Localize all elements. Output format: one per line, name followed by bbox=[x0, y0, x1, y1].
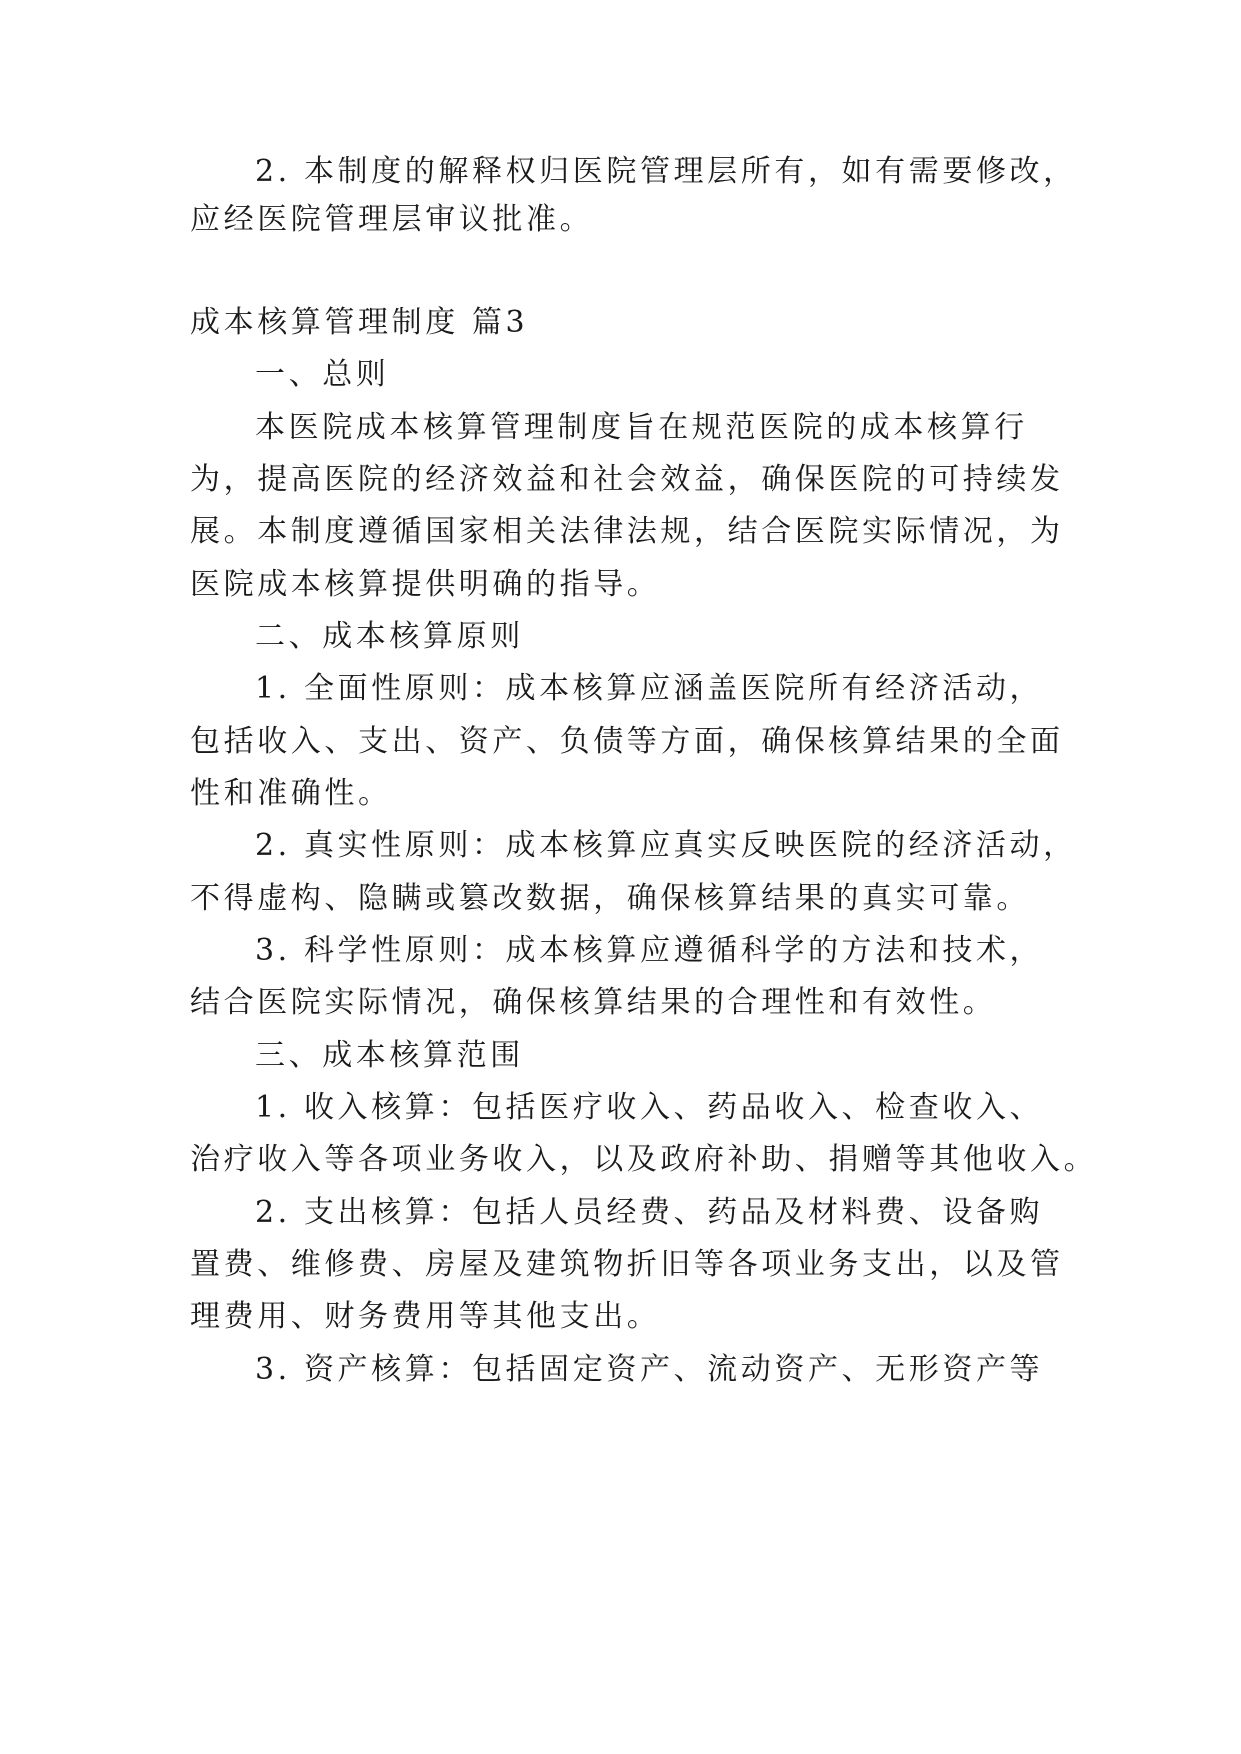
text-line: 治疗收入等各项业务收入，以及政府补助、捐赠等其他收入。 bbox=[190, 1142, 1098, 1177]
text-line: 为，提高医院的经济效益和社会效益，确保医院的可持续发 bbox=[190, 462, 1064, 497]
text-line: 2. 支出核算：包括人员经费、药品及材料费、设备购 bbox=[255, 1195, 1044, 1230]
text-line: 医院成本核算提供明确的指导。 bbox=[190, 567, 661, 602]
section-title: 成本核算管理制度 篇3 bbox=[190, 305, 529, 340]
text-line: 2. 真实性原则：成本核算应真实反映医院的经济活动， bbox=[255, 828, 1077, 863]
text-line: 结合医院实际情况，确保核算结果的合理性和有效性。 bbox=[190, 985, 997, 1020]
text-line: 1. 全面性原则：成本核算应涵盖医院所有经济活动， bbox=[255, 671, 1044, 706]
text-line: 性和准确性。 bbox=[190, 776, 392, 811]
section-heading: 二、成本核算原则 bbox=[255, 619, 524, 654]
text-line: 置费、维修费、房屋及建筑物折旧等各项业务支出，以及管 bbox=[190, 1247, 1064, 1282]
text-line: 包括收入、支出、资产、负债等方面，确保核算结果的全面 bbox=[190, 724, 1064, 759]
text-line: 应经医院管理层审议批准。 bbox=[190, 202, 594, 237]
section-heading: 一、总则 bbox=[255, 357, 390, 392]
text-line: 1. 收入核算：包括医疗收入、药品收入、检查收入、 bbox=[255, 1090, 1044, 1125]
text-line: 理费用、财务费用等其他支出。 bbox=[190, 1299, 661, 1334]
section-heading: 三、成本核算范围 bbox=[255, 1038, 524, 1073]
text-line: 3. 科学性原则：成本核算应遵循科学的方法和技术， bbox=[255, 933, 1044, 968]
text-line: 2. 本制度的解释权归医院管理层所有，如有需要修改， bbox=[255, 154, 1077, 189]
text-line: 3. 资产核算：包括固定资产、流动资产、无形资产等 bbox=[255, 1352, 1044, 1387]
text-line: 不得虚构、隐瞒或篡改数据，确保核算结果的真实可靠。 bbox=[190, 881, 1030, 916]
text-line: 展。本制度遵循国家相关法律法规，结合医院实际情况，为 bbox=[190, 514, 1064, 549]
text-line: 本医院成本核算管理制度旨在规范医院的成本核算行 bbox=[255, 410, 1028, 445]
